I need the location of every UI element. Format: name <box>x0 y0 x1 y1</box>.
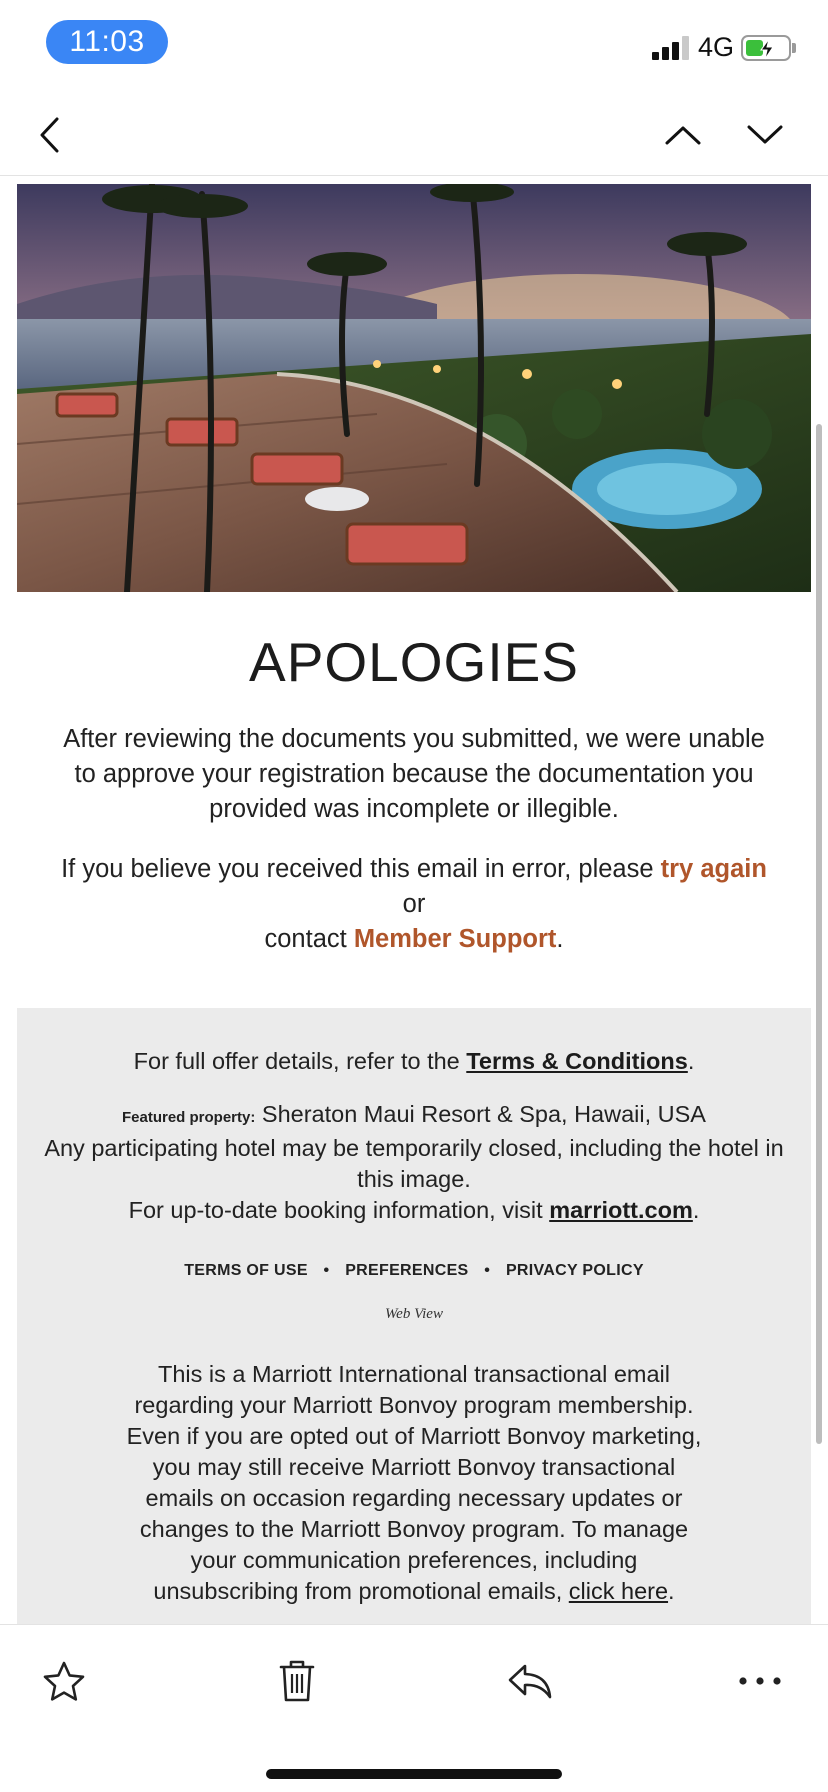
status-bar <box>0 0 828 90</box>
contact-text: contact <box>264 925 347 953</box>
email-body <box>17 184 811 1624</box>
battery-charging-icon <box>741 35 791 61</box>
transactional-period: . <box>668 1578 675 1604</box>
chevron-left-icon <box>37 116 61 154</box>
home-indicator[interactable] <box>266 1769 562 1779</box>
legal-links <box>37 1262 791 1280</box>
offer-text: For full offer details, refer to the <box>133 1048 460 1074</box>
marriott-link[interactable]: marriott.com <box>549 1197 693 1223</box>
separator: • <box>323 1262 330 1279</box>
featured-value: Sheraton Maui Resort & Spa, Hawaii, USA <box>261 1101 706 1127</box>
delete-button[interactable] <box>267 1651 327 1711</box>
click-here-link[interactable]: click here <box>568 1578 669 1604</box>
reply-button[interactable] <box>500 1651 560 1711</box>
trash-icon <box>279 1659 315 1703</box>
try-again-link[interactable]: try again <box>660 855 767 883</box>
bottom-toolbar <box>0 1624 828 1792</box>
star-icon <box>42 1660 86 1702</box>
hero-image <box>17 184 811 592</box>
closure-notice: Any participating hotel may be temporarily closed, including the hotel in this image. <box>44 1135 784 1192</box>
chevron-up-icon <box>664 123 702 147</box>
headline: APOLOGIES <box>249 631 579 693</box>
more-icon <box>738 1676 782 1686</box>
flag-button[interactable] <box>34 1651 94 1711</box>
more-button[interactable] <box>730 1651 790 1711</box>
error-paragraph <box>57 852 771 957</box>
terms-conditions-link[interactable]: Terms & Conditions <box>466 1048 688 1074</box>
previous-message-button[interactable] <box>658 110 708 160</box>
message-section <box>17 592 811 1008</box>
web-view-link[interactable]: Web View <box>385 1306 443 1322</box>
mail-nav-bar <box>0 90 828 176</box>
separator: • <box>484 1262 491 1279</box>
email-footer <box>17 1008 811 1624</box>
featured-label: Featured property: <box>122 1109 256 1126</box>
featured-property <box>37 1099 791 1133</box>
back-button[interactable] <box>24 110 74 160</box>
rejection-paragraph: After reviewing the documents you submitted, we were unable to approve your registration because the documentation you provided was incomplete or illegible. <box>63 725 765 823</box>
reply-icon <box>507 1662 553 1700</box>
status-time[interactable]: 11:03 <box>46 20 168 64</box>
privacy-policy-link[interactable]: PRIVACY POLICY <box>505 1262 644 1279</box>
error-text: If you believe you received this email in error, please <box>61 855 654 883</box>
next-message-button[interactable] <box>740 110 790 160</box>
or-text: or <box>402 890 426 918</box>
transactional-notice <box>119 1359 709 1607</box>
preferences-link[interactable]: PREFERENCES <box>345 1262 469 1279</box>
member-support-link[interactable]: Member Support <box>353 925 557 953</box>
booking-period: . <box>692 1197 700 1223</box>
chevron-down-icon <box>746 123 784 147</box>
offer-period: . <box>687 1048 695 1074</box>
scrollbar[interactable] <box>816 424 822 1444</box>
signal-bars-icon <box>652 36 690 60</box>
booking-text: For up-to-date booking information, visit <box>128 1197 543 1223</box>
network-type: 4G <box>698 32 735 62</box>
battery-cap <box>792 43 796 53</box>
contact-period: . <box>556 925 564 953</box>
terms-of-use-link[interactable]: TERMS OF USE <box>184 1262 308 1279</box>
transactional-text: This is a Marriott International transactional email regarding your Marriott Bonvoy program membership. Even if you are opted out of Marriott Bonvoy marketing, you may still receive Marriott Bonvoy transactional emails on occasion regarding necessary updates or changes to the Marriott Bonvoy program. To manage your communication preferences, including unsubscribing from promotional emails, <box>126 1361 702 1604</box>
booking-info <box>37 1195 791 1226</box>
offer-details <box>37 1046 791 1077</box>
